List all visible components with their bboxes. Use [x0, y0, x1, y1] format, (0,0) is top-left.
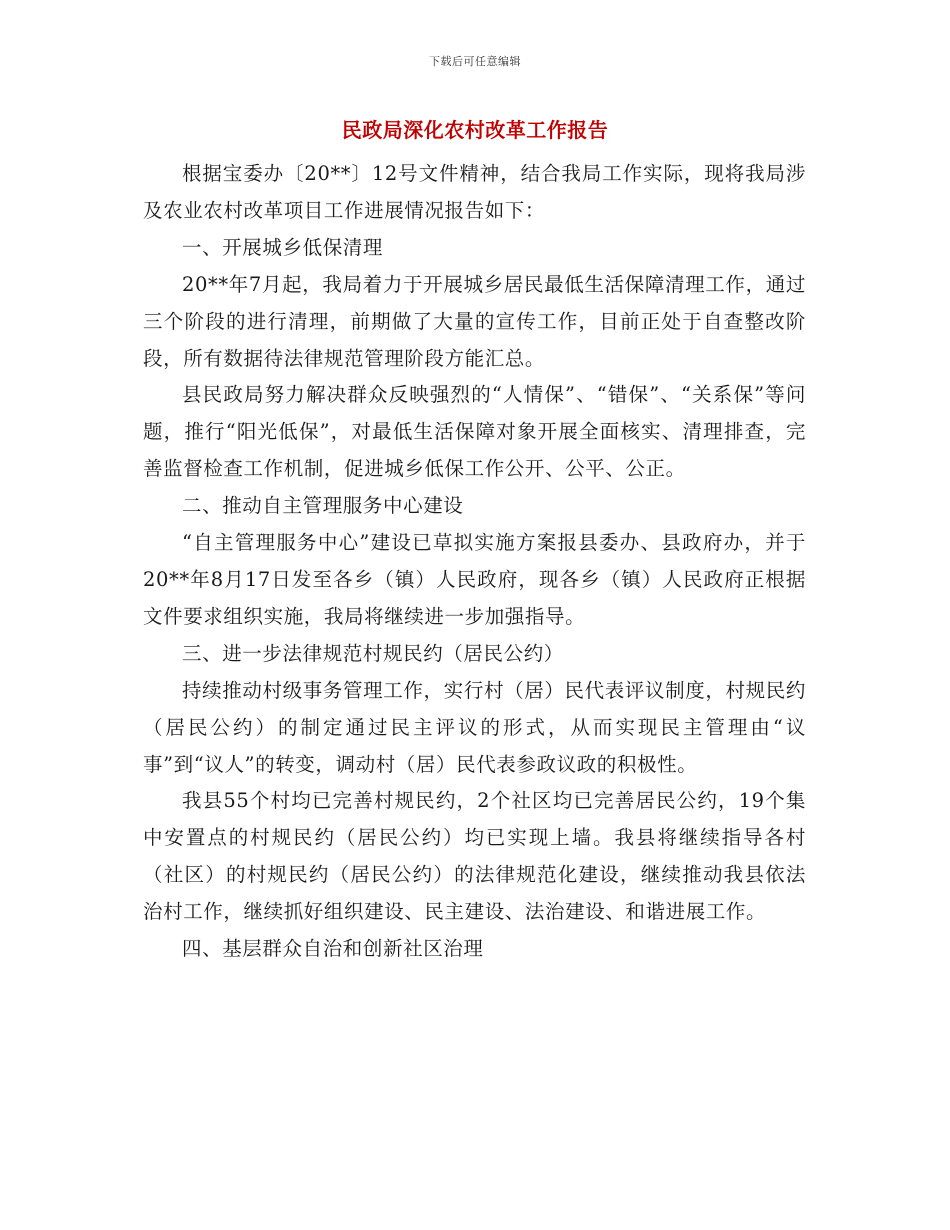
paragraph: 县民政局努力解决群众反映强烈的“人情保”、“错保”、“关系保”等问题，推行“阳光低保”，对最低生活保障对象开展全面核实、清理排查，完善监督检查工作机制，促进城乡低保工作公开、公平、公正。 — [143, 383, 806, 481]
paragraph: 20**年7月起，我局着力于开展城乡居民最低生活保障清理工作，通过三个阶段的进行清理，前期做了大量的宣传工作，目前正处于自查整改阶段，所有数据待法律规范管理阶段方能汇总。 — [143, 272, 806, 370]
paragraph-intro: 根据宝委办〔20**〕12号文件精神，结合我局工作实际，现将我局涉及农业农村改革项目工作进展情况报告如下： — [143, 162, 806, 222]
section-heading-2: 二、推动自主管理服务中心建设 — [182, 494, 464, 518]
paragraph: 持续推动村级事务管理工作，实行村（居）民代表评议制度，村规民约（居民公约）的制定通过民主评议的形式，从而实现民主管理由“议事”到“议人”的转变，调动村（居）民代表参政议政的积极性。 — [143, 678, 806, 776]
section-heading-4: 四、基层群众自治和创新社区治理 — [182, 937, 484, 961]
section-heading-1: 一、开展城乡低保清理 — [182, 235, 384, 259]
paragraph: 我县55个村均已完善村规民约，2个社区均已完善居民公约，19个集中安置点的村规民约（居民公约）均已实现上墙。我县将继续指导各村（社区）的村规民约（居民公约）的法律规范化建设，继续推动我县依法治村工作，继续抓好组织建设、民主建设、法治建设、和谐进展工作。 — [143, 789, 806, 924]
document-title: 民政局深化农村改革工作报告 — [341, 118, 609, 142]
document-body — [143, 156, 806, 968]
section-heading-3: 三、进一步法律规范村规民约（居民公约） — [182, 641, 564, 665]
paragraph: “自主管理服务中心”建设已草拟实施方案报县委办、县政府办，并于20**年8月17日发至各乡（镇）人民政府，现各乡（镇）人民政府正根据文件要求组织实施，我局将继续进一步加强指导。 — [143, 531, 806, 628]
header-note: 下载后可任意编辑 — [429, 55, 521, 68]
